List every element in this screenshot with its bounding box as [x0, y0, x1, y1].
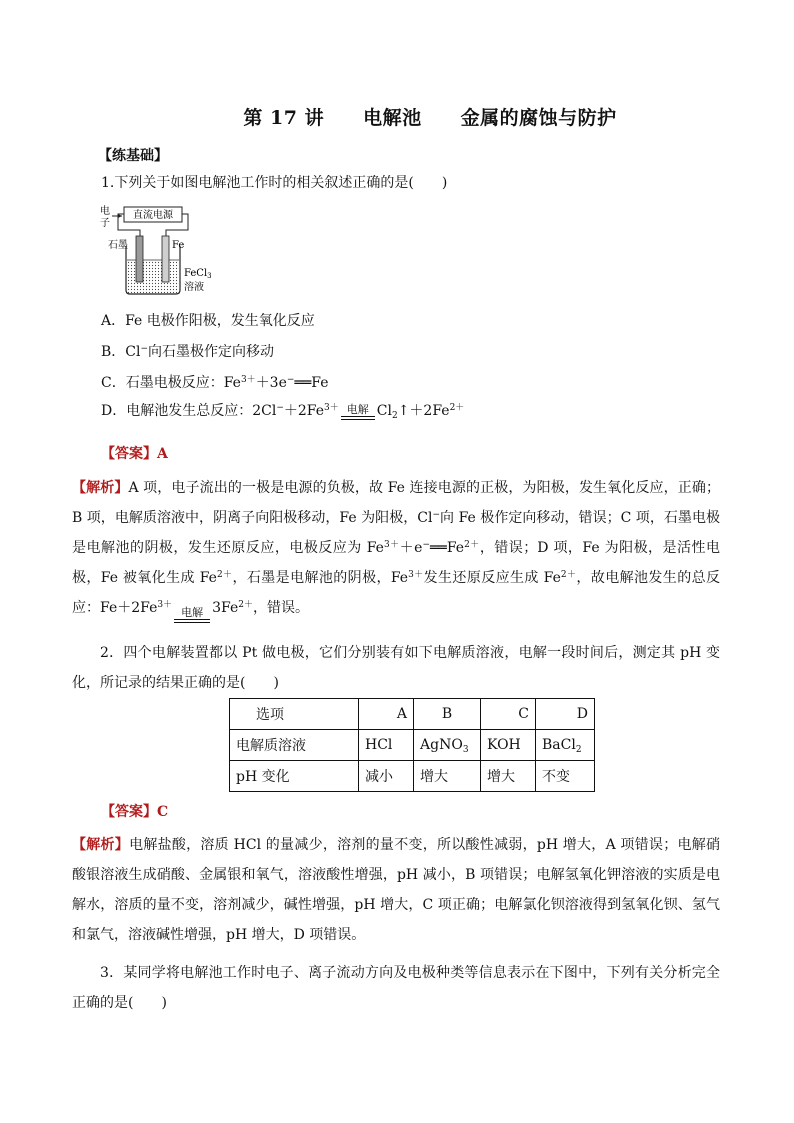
electrolysis-condition-arrow: 电解: [341, 404, 375, 420]
table-cell: pH 变化: [230, 761, 359, 792]
iron-electrode: [162, 236, 169, 282]
q1-option-c: C．石墨电极反应：$Fe^{3+}+3e^-══Fe$: [101, 375, 329, 391]
table-cell: 增大: [414, 761, 481, 792]
q1-answer: 【答案】A: [101, 446, 168, 462]
table-cell: 选项: [230, 699, 359, 730]
q1-option-d: D．电解池发生总反应：$2Cl^-+2Fe^{3+}$ 电解 $Cl_2↑+2Fe^{2+}$: [101, 403, 465, 421]
table-cell: A: [359, 699, 414, 730]
table-row: [230, 699, 595, 730]
table-row: [230, 761, 595, 792]
power-source-label: 直流电源: [133, 210, 173, 221]
q1-analysis: 【解析】A 项，电子流出的一极是电源的负极，故 Fe 连接电源的正极，为阳极，发生氧化反应，正确；B 项，电解质溶液中，阴离子向阳极移动，Fe 为阳极，Cl−向 Fe 极作定向移动，错误；C 项，石墨电极是电解池的阴极，发生还原反应，电极反应为 $Fe^{3+}+e^-══Fe^{2+}$，错误；D 项，Fe 为阳极，是活性电极，Fe 被氧化生成 $Fe^{2+}$，石墨是电解池的阴极，$Fe^{3+}$发生还原反应生成 $Fe^{2+}$，故电解池发生的总反应：$Fe+2Fe^{3+}$ 电解 $3Fe^{2+}$，错误。: [72, 473, 720, 623]
solution-label-line1: FeCl$_3$: [184, 268, 212, 280]
table-cell: 减小: [359, 761, 414, 792]
table-cell: KOH: [481, 730, 536, 761]
graphite-electrode: [136, 236, 143, 282]
table-row: [230, 730, 595, 761]
electrolysis-cell-diagram: [100, 204, 220, 299]
graphite-label: 石墨: [108, 240, 128, 251]
q1-option-a: A．Fe 电极作阳极，发生氧化反应: [101, 313, 315, 329]
table-cell: 电解质溶液: [230, 730, 359, 761]
table-cell: BaCl$_2$: [536, 730, 595, 761]
table-cell: B: [414, 699, 481, 730]
question-1-stem: 1.下列关于如图电解池工作时的相关叙述正确的是( ): [101, 175, 448, 191]
table-cell: AgNO$_3$: [414, 730, 481, 761]
electron-arrow-head: [118, 214, 122, 218]
q2-analysis: 【解析】电解盐酸，溶质 HCl 的量减少，溶剂的量不变，所以酸性减弱，pH 增大，A 项错误；电解硝酸银溶液生成硝酸、金属银和氧气，溶液酸性增强，pH 减小，B 项错误；电解氢氧化钾溶液的实质是电解水，溶质的量不变，溶剂减少，碱性增强，pH 增大，C 项正确；电解氯化钡溶液得到氢氧化钡、氢气和氯气，溶液碱性增强，pH 增大，D 项错误。: [72, 837, 721, 943]
section-label: 【练基础】: [98, 148, 168, 164]
table-cell: HCl: [359, 730, 414, 761]
table-cell: C: [481, 699, 536, 730]
iron-label: Fe: [172, 240, 185, 251]
q2-answer: 【答案】C: [101, 804, 169, 820]
solution-label-line2: 溶液: [184, 282, 204, 293]
q2-result-table: [229, 698, 595, 792]
question-3-stem: 3．某同学将电解池工作时电子、离子流动方向及电极种类等信息表示在下图中，下列有关分析完全正确的是( ): [72, 965, 720, 1011]
table-cell: D: [536, 699, 595, 730]
electron-label-2: 子: [100, 218, 110, 229]
electron-label-1: 电: [100, 206, 110, 217]
table-cell: 不变: [536, 761, 595, 792]
table-cell: 增大: [481, 761, 536, 792]
page-title: 第 17 讲 电解池 金属的腐蚀与防护: [243, 107, 617, 129]
analysis-condition-arrow: 电解: [174, 607, 210, 623]
question-2-stem: 2．四个电解装置都以 Pt 做电极，它们分别装有如下电解质溶液，电解一段时间后，测定其 pH 变化，所记录的结果正确的是( ): [72, 645, 720, 691]
q1-option-b: B．Cl−向石墨极作定向移动: [101, 344, 275, 360]
solution-fill: [127, 260, 179, 293]
